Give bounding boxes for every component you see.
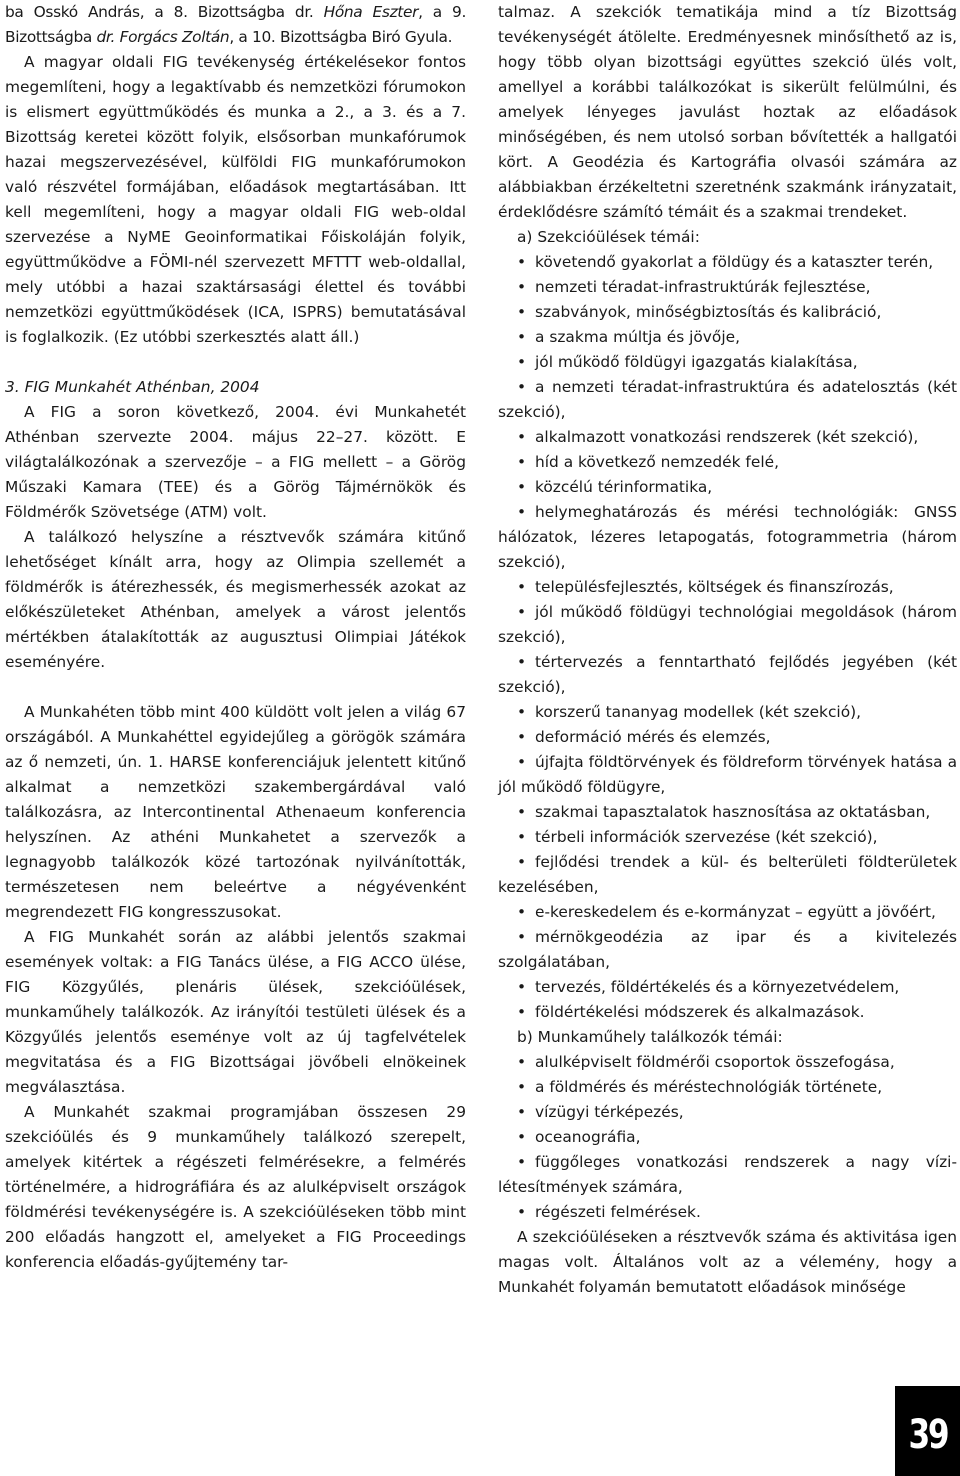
- list-item-text: e-kereskedelem és e-kormányzat – együtt a jövőért,: [535, 903, 936, 921]
- bullet-icon: •: [517, 603, 527, 621]
- list-item: [498, 450, 957, 475]
- paragraph-delegates: A Munkahéten több mint 400 küldött volt jelen a világ 67 országából. A Munkahéttel egyidejűleg a görögök számára az ő nemzeti, ún. 1. HARSE konferenciájuk jelentett kitűnő alkalmat a nemzetközi szakembergárdával való találkozásra, az Intercontinental Athenaeum konferencia helyszínen. Az athéni Munkahetet a szervezők a legnagyobb találkozók közé tartozónak nyilvánították, természetesen nem beleértve a négyévenként megrendezett FIG kongresszusokat.: [5, 703, 466, 921]
- list-item-text: korszerű tananyag modellek (két szekció),: [535, 703, 862, 721]
- list-item: [498, 825, 957, 850]
- list-item-text: a földmérés és méréstechnológiák története,: [535, 1078, 883, 1096]
- bullet-icon: •: [517, 1053, 527, 1071]
- bullet-icon: •: [517, 903, 527, 921]
- bullet-icon: •: [517, 353, 527, 371]
- list-item-text: településfejlesztés, költségek és finanszírozás,: [535, 578, 894, 596]
- list-item-text: nemzeti téradat-infrastruktúrák fejlesztése,: [535, 278, 871, 296]
- section-heading: 3. FIG Munkahét Athénban, 2004: [5, 378, 260, 396]
- list-item-text: a szakma múltja és jövője,: [535, 328, 740, 346]
- page-number: 39: [908, 1412, 947, 1458]
- list-item-text: jól működő földügyi technológiai megoldások (három szekció),: [498, 603, 957, 646]
- list-item: [498, 575, 957, 600]
- paragraph-participation: A szekcióüléseken a résztvevők száma és aktivitása igen magas volt. Általános volt az a vélemény, hogy a Munkahét folyamán bemutatott előadások minősége: [498, 1228, 957, 1296]
- left-column: [5, 0, 466, 1275]
- list-item: [498, 925, 957, 975]
- list-item: [498, 375, 957, 425]
- list-item: [498, 425, 957, 450]
- list-item-text: helymeghatározás és mérési technológiák: GNSS hálózatok, lézeres letapogatás, fotogrammetria (három szekció),: [498, 503, 957, 571]
- bullet-icon: •: [517, 453, 527, 471]
- workshop-topics-list: [498, 1050, 957, 1225]
- list-item-text: alulképviselt földmérői csoportok összefogása,: [535, 1053, 895, 1071]
- bullet-icon: •: [517, 478, 527, 496]
- list-item-text: szakmai tapasztalatok hasznosítása az oktatásban,: [535, 803, 931, 821]
- list-item-text: tervezés, földértékelés és a környezetvédelem,: [535, 978, 900, 996]
- list-item: [498, 1150, 957, 1200]
- list-item: [498, 600, 957, 650]
- bullet-icon: •: [517, 278, 527, 296]
- paragraph-events: A FIG Munkahét során az alábbi jelentős szakmai események voltak: a FIG Tanács ülése, a FIG ACCO ülése, FIG Közgyűlés, plenáris ülések, szekcióülések, munkaműhely találkozók. Az irányítói testületi ülések és a Közgyűlés jelentős eseménye volt az új tagfelvételek megvitatása és a FIG Bizottságai jövőbeli elnökeinek megválasztása.: [5, 928, 466, 1096]
- list-item: [498, 975, 957, 1000]
- bullet-icon: •: [517, 653, 527, 671]
- paragraph-continuation: talmaz. A szekciók tematikája mind a tíz Bizottság tevékenységét átölelte. Eredményesnek minősíthető az is, hogy több olyan bizottsági együttes szekció ülés volt, amellyel a korábbi találkozókat is sikerült felülmúlni, és amelyek lényeges javulást hoztak az előadások minőségében, és nem utolsó sorban bővítették a hallgatói kört. A Geodézia és Kartográfia olvasói számára az alábbiakban érzékeltetni szeretnénk szakmánk irányzatait, érdeklődésre számító témáit és a szakmai trendeket.: [498, 3, 957, 221]
- list-item: [498, 750, 957, 800]
- list-item: [498, 1050, 957, 1075]
- bullet-icon: •: [517, 853, 527, 871]
- paragraph-committee-members: ba Osskó András, a 8. Bizottságba dr. Hőna Eszter, a 9. Bizottságba dr. Forgács Zoltán, a 10. Bizottságba Biró Gyula.: [5, 3, 466, 46]
- list-item-text: oceanográfia,: [535, 1128, 641, 1146]
- list-item-text: újfajta földtörvények és földreform törvények hatása a jól működő földügyre,: [498, 753, 957, 796]
- list-item-text: a nemzeti téradat-infrastruktúra és adatelosztás (két szekció),: [498, 378, 957, 421]
- bullet-icon: •: [517, 428, 527, 446]
- list-item-text: földértékelési módszerek és alkalmazások.: [535, 1003, 865, 1021]
- bullet-icon: •: [517, 503, 527, 521]
- list-item: [498, 275, 957, 300]
- page-number-badge: [895, 1386, 960, 1476]
- subheading-session-topics: a) Szekcióülések témái:: [517, 228, 700, 246]
- list-item-text: alkalmazott vonatkozási rendszerek (két szekció),: [535, 428, 919, 446]
- list-item: [498, 1000, 957, 1025]
- list-item-text: jól működő földügyi igazgatás kialakítása,: [535, 353, 858, 371]
- subheading-workshop-topics: b) Munkaműhely találkozók témái:: [517, 1028, 783, 1046]
- bullet-icon: •: [517, 803, 527, 821]
- bullet-icon: •: [517, 1153, 527, 1171]
- bullet-icon: •: [517, 303, 527, 321]
- bullet-icon: •: [517, 828, 527, 846]
- paragraph-venue: A találkozó helyszíne a résztvevők számára kitűnő lehetőséget kínált arra, hogy az Olimpia szellemét a földmérők is átérezhessék, és megismerhessék azokat az előkészületeket Athénban, amelyek a várost jelentős mértékben átalakították az augusztusi Olimpiai Játékok eseményére.: [5, 528, 466, 671]
- bullet-icon: •: [517, 753, 527, 771]
- bullet-icon: •: [517, 1003, 527, 1021]
- list-item-text: fejlődési trendek a kül- és belterületi földterületek kezelésében,: [498, 853, 957, 896]
- bullet-icon: •: [517, 328, 527, 346]
- list-item-text: deformáció mérés és elemzés,: [535, 728, 771, 746]
- list-item-text: függőleges vonatkozási rendszerek a nagy vízi-létesítmények számára,: [498, 1153, 957, 1196]
- paragraph-program: A Munkahét szakmai programjában összesen 29 szekcióülés és 9 munkaműhely találkozó szerepelt, amelyek kitértek a régészeti felmérésekre, a felmérés történelmére, a hidrográfiára és az alulképviselt országok földmérési tevékenységére is. A szekcióüléseken több mint 200 előadás hangzott el, amelyeket a FIG Proceedings konferencia előadás-gyűjtemény tar-: [5, 1103, 466, 1271]
- list-item: [498, 1100, 957, 1125]
- list-item: [498, 1200, 957, 1225]
- list-item: [498, 700, 957, 725]
- bullet-icon: •: [517, 253, 527, 271]
- bullet-icon: •: [517, 1203, 527, 1221]
- list-item: [498, 650, 957, 700]
- bullet-icon: •: [517, 703, 527, 721]
- list-item-text: közcélú térinformatika,: [535, 478, 713, 496]
- bullet-icon: •: [517, 578, 527, 596]
- bullet-icon: •: [517, 378, 527, 396]
- list-item-text: szabványok, minőségbiztosítás és kalibráció,: [535, 303, 882, 321]
- list-item: [498, 900, 957, 925]
- list-item-text: követendő gyakorlat a földügy és a kataszter terén,: [535, 253, 934, 271]
- list-item-text: mérnökgeodézia az ipar és a kivitelezés szolgálatában,: [498, 928, 957, 971]
- list-item: [498, 250, 957, 275]
- list-item: [498, 500, 957, 575]
- list-item: [498, 1125, 957, 1150]
- bullet-icon: •: [517, 1078, 527, 1096]
- list-item-text: régészeti felmérések.: [535, 1203, 701, 1221]
- right-column: [498, 0, 957, 1300]
- bullet-icon: •: [517, 1103, 527, 1121]
- list-item: [498, 725, 957, 750]
- list-item: [498, 325, 957, 350]
- list-item: [498, 350, 957, 375]
- list-item: [498, 475, 957, 500]
- list-item-text: tértervezés a fenntartható fejlődés jegyében (két szekció),: [498, 653, 957, 696]
- list-item: [498, 850, 957, 900]
- list-item: [498, 1075, 957, 1100]
- bullet-icon: •: [517, 928, 527, 946]
- paragraph-working-week-intro: A FIG a soron következő, 2004. évi Munkahetét Athénban szervezte 2004. május 22–27. között. E világtalálkozónak a szervezője – a FIG mellett – a Görög Műszaki Kamara (TEE) és a Görög Tájmérnökök és Földmérők Szövetsége (ATM) volt.: [5, 403, 466, 521]
- bullet-icon: •: [517, 1128, 527, 1146]
- bullet-icon: •: [517, 978, 527, 996]
- paragraph-fig-activity: A magyar oldali FIG tevékenység értékelésekor fontos megemlíteni, hogy a legaktívabb és nemzetközi fórumokon is elismert együttműködés és munka a 2., a 3. és a 7. Bizottság keretei között folyik, elsősorban munkafórumok hazai megszervezésével, külföldi FIG munkafórumokon való részvétel formájában, előadások megtartásában. Itt kell megemlíteni, hogy a magyar oldali FIG web-oldal szervezése a NyME Geoinformatikai Főiskoláján folyik, együttműködve a FÖMI-nél szervezett MFTTT web-oldallal, mely utóbbi a hazai szaktársasági élettel és további nemzetközi együttműködések (ICA, ISPRS) bemutatásával is foglalkozik. (Ez utóbbi szerkesztés alatt áll.): [5, 53, 466, 346]
- list-item: [498, 300, 957, 325]
- list-item-text: térbeli információk szervezése (két szekció),: [535, 828, 878, 846]
- bullet-icon: •: [517, 728, 527, 746]
- list-item-text: híd a következő nemzedék felé,: [535, 453, 779, 471]
- list-item: [498, 800, 957, 825]
- session-topics-list: [498, 250, 957, 1025]
- list-item-text: vízügyi térképezés,: [535, 1103, 684, 1121]
